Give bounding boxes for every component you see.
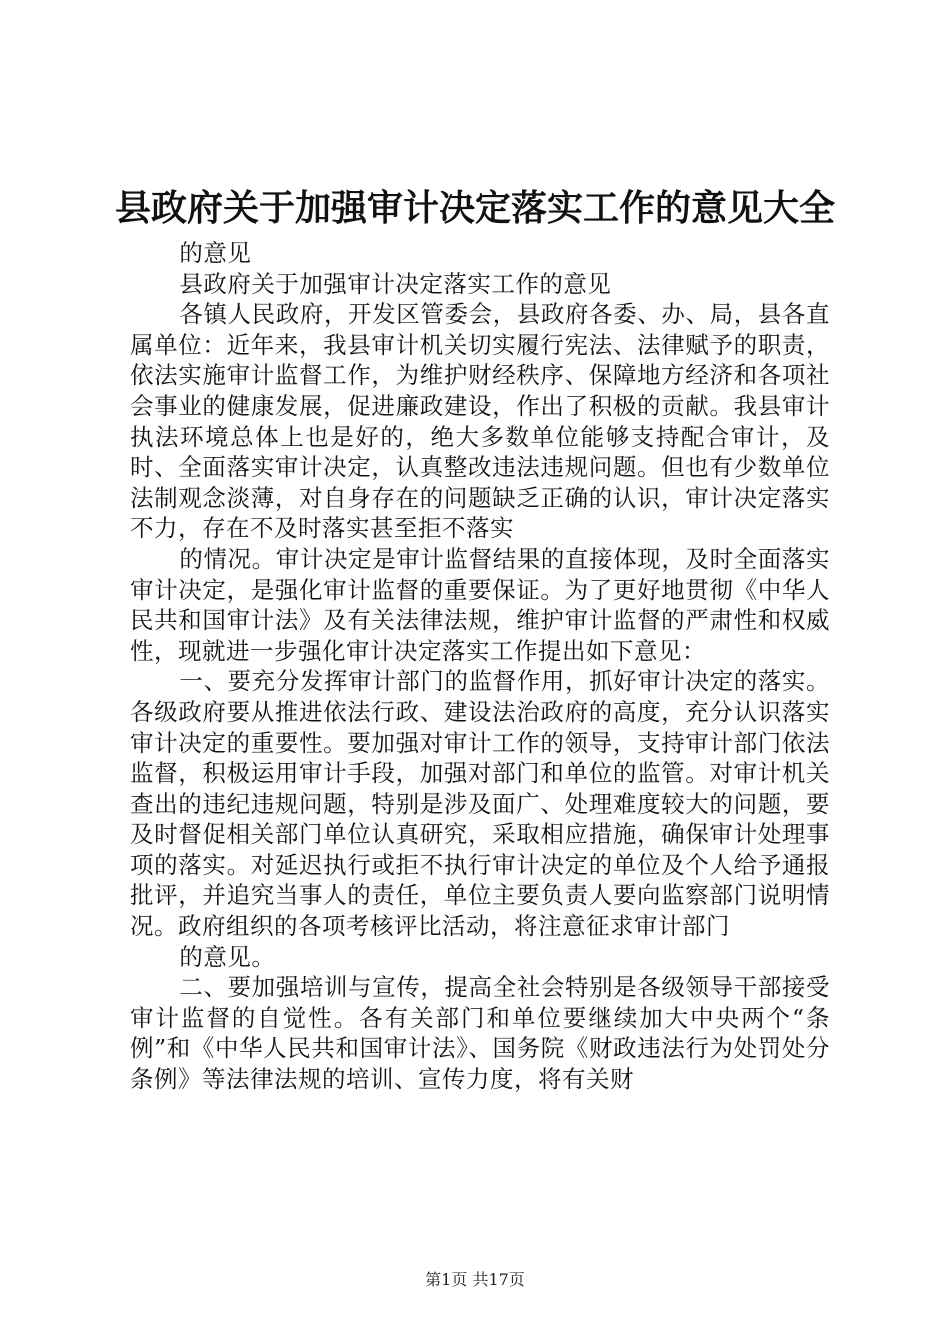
paragraph: 的意见 [179,239,252,267]
document-title: 县政府关于加强审计决定落实工作的意见大全 [114,188,835,229]
paragraph: 二、要加强培训与宣传，提高全社会特别是各级领导干部接受审计监督的自觉性。各有关部门和单位要继续加大中央两个“条例”和《中华人民共和国审计法》、国务院《财政违法行为处罚处分条例》等法律法规的培训、宣传力度，将有关财 [130,973,830,1094]
document-body [130,238,830,1095]
paragraph: 的情况。审计决定是审计监督结果的直接体现，及时全面落实审计决定，是强化审计监督的重要保证。为了更好地贯彻《中华人民共和国审计法》及有关法律法规，维护审计监督的严肃性和权威性，现就进一步强化审计决定落实工作提出如下意见： [130,544,830,665]
paragraph: 的意见。 [179,942,276,971]
paragraph: 一、要充分发挥审计部门的监督作用，抓好审计决定的落实。各级政府要从推进依法行政、建设法治政府的高度，充分认识落实审计决定的重要性。要加强对审计工作的领导，支持审计部门依法监督，积极运用审计手段，加强对部门和单位的监管。对审计机关查出的违纪违规问题，特别是涉及面广、处理难度较大的问题，要及时督促相关部门单位认真研究，采取相应措施，确保审计处理事项的落实。对延迟执行或拒不执行审计决定的单位及个人给予通报批评，并追究当事人的责任，单位主要负责人要向监察部门说明情况。政府组织的各项考核评比活动，将注意征求审计部门 [130,667,830,941]
paragraph: 各镇人民政府，开发区管委会，县政府各委、办、局，县各直属单位：近年来，我县审计机关切实履行宪法、法律赋予的职责，依法实施审计监督工作，为维护财经秩序、保障地方经济和各项社会事业的健康发展，促进廉政建设，作出了积极的贡献。我县审计执法环境总体上也是好的，绝大多数单位能够支持配合审计，及时、全面落实审计决定，认真整改违法违规问题。但也有少数单位法制观念淡薄，对自身存在的问题缺乏正确的认识，审计决定落实不力，存在不及时落实甚至拒不落实 [130,300,830,543]
page-footer: 第1页 共17页 [425,1270,525,1289]
paragraph: 县政府关于加强审计决定落实工作的意见 [179,269,612,298]
